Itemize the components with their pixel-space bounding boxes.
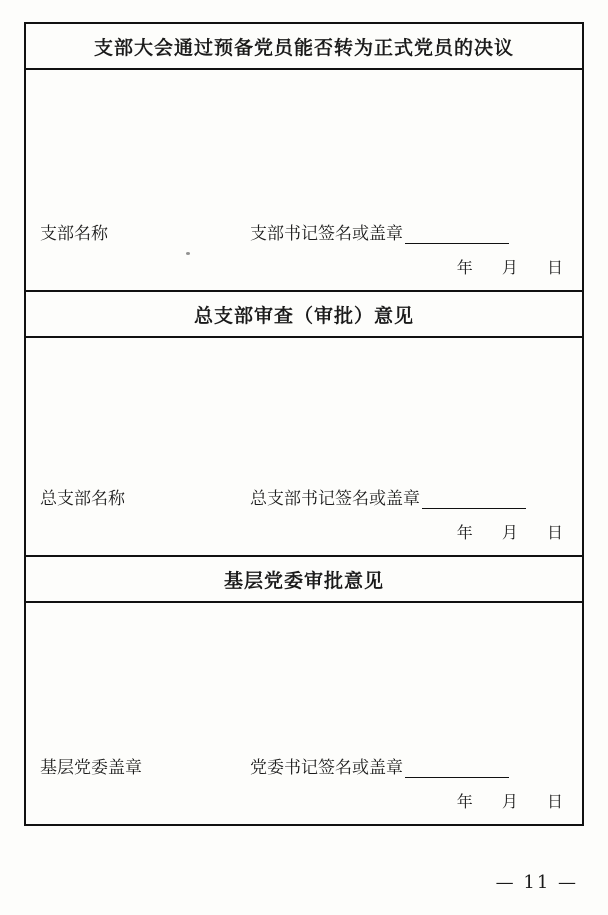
date-row-general-branch: [457, 520, 564, 543]
signature-row-party-committee: [26, 753, 582, 778]
signature-row-branch: [26, 219, 582, 244]
approval-form-table: [24, 22, 584, 826]
date-row-branch: [457, 255, 564, 278]
section-general-branch-review: [26, 292, 582, 557]
general-branch-secretary-signature-field[interactable]: [250, 484, 568, 509]
party-committee-secretary-signature-field[interactable]: [250, 753, 568, 778]
date-month-general-branch: 月: [501, 523, 519, 542]
date-year-general-branch: 年: [456, 523, 474, 542]
party-committee-secretary-signature-line[interactable]: [405, 763, 509, 778]
section-title-branch-resolution: 支部大会通过预备党员能否转为正式党员的决议: [26, 24, 582, 70]
party-committee-seal-label: 基层党委盖章: [40, 758, 142, 778]
date-year-branch: 年: [456, 258, 474, 277]
general-branch-name-label: 总支部名称: [40, 489, 125, 509]
date-year-party-committee: 年: [456, 792, 474, 811]
section-body-general-branch-review[interactable]: [26, 338, 582, 555]
paper-speck: [186, 252, 190, 255]
section-body-party-committee-approval[interactable]: [26, 603, 582, 824]
date-row-party-committee: [457, 789, 564, 812]
section-branch-resolution: [26, 24, 582, 292]
branch-secretary-signature-line[interactable]: [405, 229, 509, 244]
section-party-committee-approval: [26, 557, 582, 824]
general-branch-secretary-signature-line[interactable]: [422, 494, 526, 509]
date-month-party-committee: 月: [501, 792, 519, 811]
date-day-general-branch: 日: [546, 523, 564, 542]
section-body-branch-resolution[interactable]: [26, 70, 582, 290]
section-title-party-committee-approval: 基层党委审批意见: [26, 557, 582, 603]
date-month-branch: 月: [501, 258, 519, 277]
page-number: — 11 —: [495, 872, 578, 893]
date-day-party-committee: 日: [546, 792, 564, 811]
signature-row-general-branch: [26, 484, 582, 509]
date-day-branch: 日: [546, 258, 564, 277]
branch-secretary-signature-label: 支部书记签名或盖章: [250, 224, 403, 244]
section-title-general-branch-review: 总支部审查（审批）意见: [26, 292, 582, 338]
branch-name-label: 支部名称: [40, 224, 108, 244]
party-committee-secretary-signature-label: 党委书记签名或盖章: [250, 758, 403, 778]
general-branch-secretary-signature-label: 总支部书记签名或盖章: [250, 489, 420, 509]
branch-secretary-signature-field[interactable]: [250, 219, 568, 244]
